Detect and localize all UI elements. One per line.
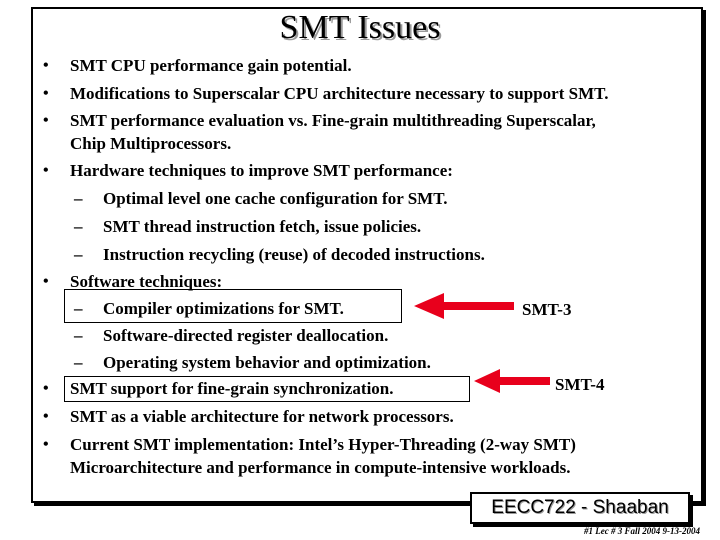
bullet-icon: •	[43, 436, 49, 453]
item-text: SMT CPU performance gain potential.	[70, 56, 352, 75]
annotation-smt-3: SMT-3	[522, 300, 572, 319]
dash-icon: –	[74, 189, 83, 208]
bullet-icon: •	[43, 57, 49, 74]
sub-item-text: Instruction recycling (reuse) of decoded instructions.	[103, 245, 485, 264]
dash-icon: –	[74, 353, 83, 372]
bullet-icon: •	[43, 112, 49, 129]
dash-icon: –	[74, 326, 83, 345]
item-text: SMT as a viable architecture for network processors.	[70, 407, 454, 426]
sub-item-text: Software-directed register deallocation.	[103, 326, 389, 345]
slide-title: SMT Issues	[279, 9, 441, 46]
arrow-left-icon	[474, 369, 550, 393]
course-badge: EECC722 - Shaaban	[470, 492, 690, 524]
dash-icon: –	[74, 299, 83, 318]
bullet-icon: •	[43, 273, 49, 290]
sub-item-text: SMT thread instruction fetch, issue policies.	[103, 217, 422, 236]
arrow-head	[474, 369, 550, 393]
sub-item-text: Compiler optimizations for SMT.	[103, 299, 344, 318]
item-text: Current SMT implementation: Intel’s Hyper-Threading (2-way SMT)	[70, 435, 576, 454]
bullet-icon: •	[43, 408, 49, 425]
bullet-icon: •	[43, 85, 49, 102]
item-text: Software techniques:	[70, 272, 223, 291]
slide-footer: #1 Lec # 3 Fall 2004 9-13-2004	[584, 526, 700, 536]
item-text: Hardware techniques to improve SMT performance:	[70, 161, 453, 180]
item-text: SMT performance evaluation vs. Fine-grain multithreading Superscalar,	[70, 111, 596, 130]
dash-icon: –	[74, 245, 83, 264]
bullet-icon: •	[43, 380, 49, 397]
bullet-icon: •	[43, 162, 49, 179]
item-text: Modifications to Superscalar CPU architecture necessary to support SMT.	[70, 84, 609, 103]
sub-item-text: Operating system behavior and optimization.	[103, 353, 431, 372]
arrow-left-icon	[414, 293, 514, 319]
sub-item-text: Optimal level one cache configuration for SMT.	[103, 189, 448, 208]
dash-icon: –	[74, 217, 83, 236]
arrow-head	[414, 293, 514, 319]
item-text-continued: Microarchitecture and performance in compute-intensive workloads.	[70, 458, 571, 477]
item-text: SMT support for fine-grain synchronization.	[70, 379, 394, 398]
annotation-smt-4: SMT-4	[555, 375, 605, 394]
item-text-continued: Chip Multiprocessors.	[70, 134, 232, 153]
